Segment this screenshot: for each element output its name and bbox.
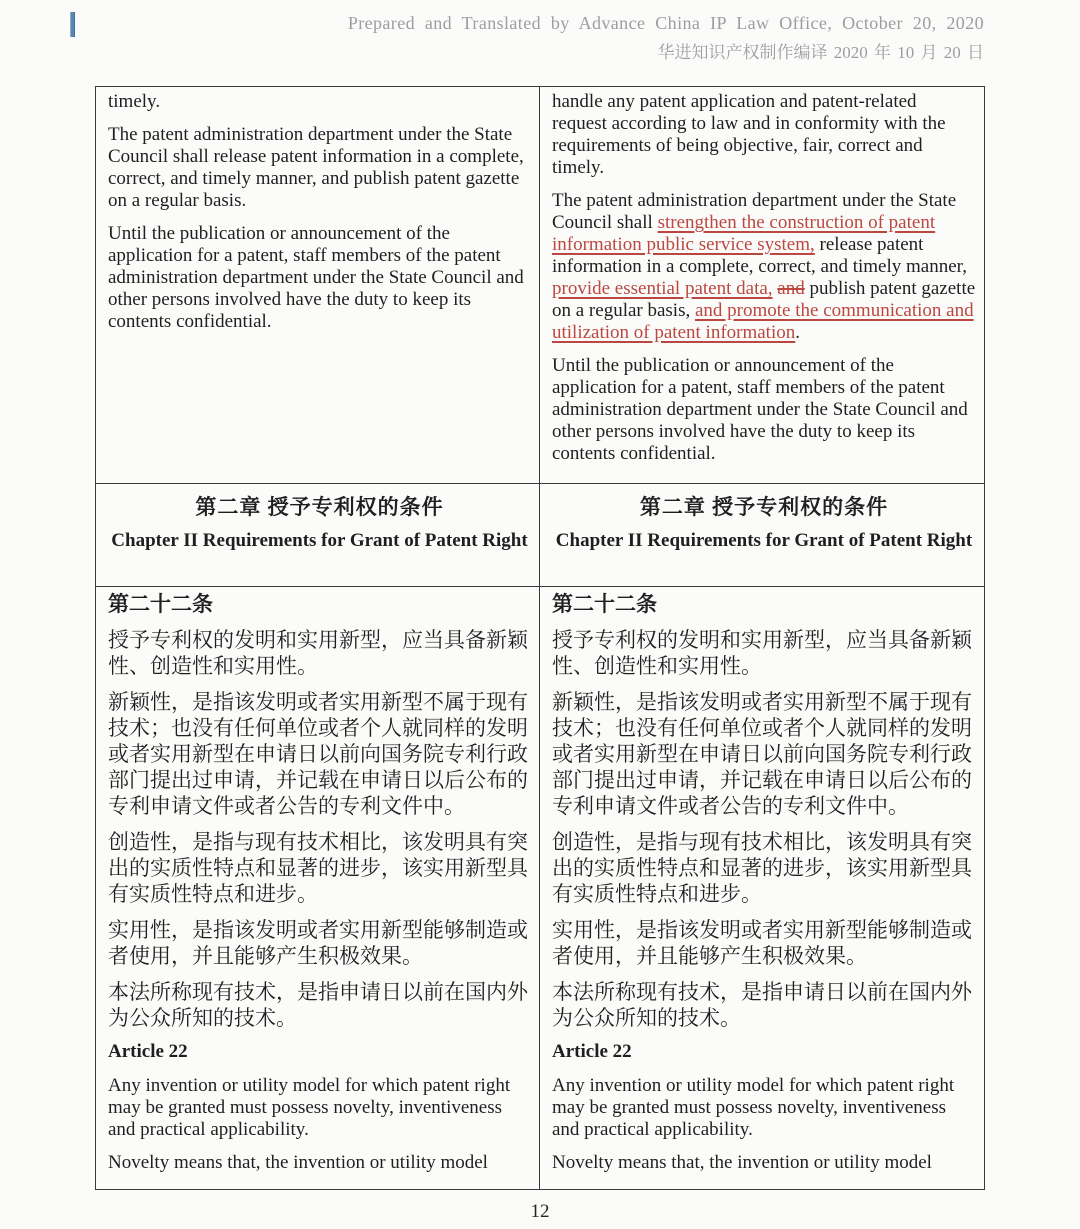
text-segment: The patent administration department under the State Council shall release patent information in a complete, correct, and timely manner, and publish patent gazette on a regular basis. (108, 124, 524, 212)
text-segment: Novelty means that, the invention or utility model (108, 1151, 488, 1173)
text-segment: 实用性，是指该发明或者实用新型能够制造或者使用，并且能够产生积极效果。 (552, 918, 972, 969)
paragraph (552, 190, 976, 344)
old-law-chapter-heading-cell (96, 484, 540, 586)
text-segment: Any invention or utility model for which patent right may be granted must possess novelty, inventiveness and practical applicability. (108, 1074, 511, 1140)
paragraph (552, 530, 976, 552)
text-segment: Chapter II Requirements for Grant of Patent Right (555, 530, 973, 552)
text-segment: 本法所称现有技术，是指申请日以前在国内外为公众所知的技术。 (108, 980, 528, 1031)
paragraph (108, 1041, 531, 1063)
text-segment: Until the publication or announcement of the application for a patent, staff members of the patent administration department under the State Council and other persons involved have the duty to keep its contents confidential. (108, 223, 524, 333)
paragraph (552, 829, 976, 907)
comparison-table (95, 86, 985, 1190)
text-segment: Chapter II Requirements for Grant of Patent Right (111, 530, 528, 552)
paragraph (552, 979, 976, 1031)
paragraph (552, 591, 976, 617)
text-segment: 第二十二条 (552, 592, 657, 616)
old-law-article22-cell (96, 587, 540, 1189)
text-segment: Article 22 (108, 1041, 188, 1063)
paragraph (552, 689, 976, 819)
text-segment: timely. (108, 91, 161, 112)
text-segment: Any invention or utility model for which patent right may be granted must possess novelty, inventiveness and practical applicability. (552, 1074, 955, 1140)
table-row-continued-article-text (96, 87, 984, 483)
text-segment: 第二章 授予专利权的条件 (195, 495, 444, 519)
paragraph (552, 355, 976, 465)
paragraph (108, 1152, 531, 1174)
text-segment: 创造性，是指与现有技术相比，该发明具有突出的实质性特点和显著的进步，该实用新型具有实质性特点和进步。 (108, 830, 528, 907)
amended-law-text-cell (540, 87, 984, 483)
header-line-english: Prepared and Translated by Advance China IP Law Office, October 20, 2020 (347, 13, 984, 33)
deleted-text: and (777, 278, 805, 300)
table-row-article-22 (96, 586, 984, 1189)
paragraph (108, 979, 531, 1031)
page-header (95, 13, 984, 63)
text-segment: handle any patent application and patent-related request according to law and in conformity with the requirements of being objective, fair, correct and timely. (552, 91, 946, 179)
text-segment: . (795, 322, 800, 344)
text-segment: 授予专利权的发明和实用新型，应当具备新颖性、创造性和实用性。 (552, 628, 972, 679)
text-segment: publish patent gazette on a regular basis, (552, 278, 976, 322)
accent-bar (70, 12, 75, 37)
page-number: 12 (530, 1201, 550, 1222)
text-segment: release patent information in a complete, correct, and timely manner, (552, 234, 967, 278)
paragraph (552, 627, 976, 679)
paragraph (108, 591, 531, 617)
paragraph (552, 494, 976, 520)
paragraph (108, 91, 531, 113)
text-segment: 第二十二条 (108, 592, 213, 616)
inserted-text: and promote the communication and utilization of patent information (552, 300, 974, 344)
text-segment: Novelty means that, the invention or utility model (552, 1151, 932, 1173)
text-segment: 授予专利权的发明和实用新型，应当具备新颖性、创造性和实用性。 (108, 628, 528, 679)
paragraph (108, 917, 531, 969)
text-segment: Until the publication or announcement of the application for a patent, staff members of the patent administration department under the State Council and other persons involved have the duty to keep its contents confidential. (552, 355, 968, 465)
paragraph (108, 124, 531, 212)
paragraph (108, 223, 531, 333)
text-segment: 新颖性，是指该发明或者实用新型不属于现有技术；也没有任何单位或者个人就同样的发明或者实用新型在申请日以前向国务院专利行政部门提出过申请，并记载在申请日以后公布的专利申请文件或者公告的专利文件中。 (552, 690, 972, 819)
paragraph (108, 829, 531, 907)
paragraph (552, 1075, 976, 1141)
paragraph (552, 1041, 976, 1063)
paragraph (108, 627, 531, 679)
text-segment: 本法所称现有技术，是指申请日以前在国内外为公众所知的技术。 (552, 980, 972, 1031)
header-line-chinese: 华进知识产权制作编译 2020 年 10 月 20 日 (657, 43, 984, 62)
amended-law-article22-cell (540, 587, 984, 1189)
inserted-text: provide essential patent data, (552, 278, 773, 300)
text-segment: The patent administration department under the State Council shall (552, 190, 957, 234)
inserted-text: strengthen the construction of patent information public service system, (552, 212, 936, 256)
amended-law-chapter-heading-cell (540, 484, 984, 586)
paragraph (108, 530, 531, 552)
text-segment: 新颖性，是指该发明或者实用新型不属于现有技术；也没有任何单位或者个人就同样的发明或者实用新型在申请日以前向国务院专利行政部门提出过申请，并记载在申请日以后公布的专利申请文件或者公告的专利文件中。 (108, 690, 528, 819)
text-segment: 实用性，是指该发明或者实用新型能够制造或者使用，并且能够产生积极效果。 (108, 918, 528, 969)
paragraph (108, 494, 531, 520)
paragraph (108, 1075, 531, 1141)
paragraph (108, 689, 531, 819)
paragraph (552, 917, 976, 969)
paragraph (552, 1152, 976, 1174)
paragraph (552, 91, 976, 179)
text-segment: 创造性，是指与现有技术相比，该发明具有突出的实质性特点和显著的进步，该实用新型具有实质性特点和进步。 (552, 830, 972, 907)
text-segment: 第二章 授予专利权的条件 (639, 495, 889, 519)
old-law-text-cell (96, 87, 540, 483)
text-segment: Article 22 (552, 1041, 632, 1063)
table-row-chapter-heading (96, 483, 984, 586)
